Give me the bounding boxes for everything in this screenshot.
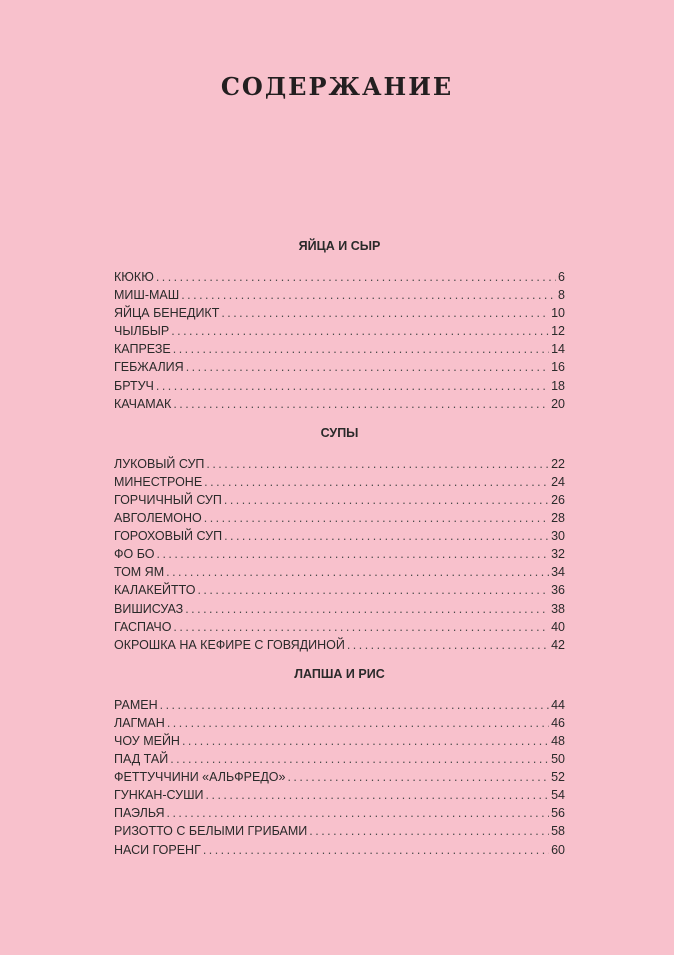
dot-leader <box>173 395 549 413</box>
entry-page-number: 26 <box>551 492 565 507</box>
entry-title: ПАЭЛЬЯ <box>114 806 165 821</box>
dot-leader <box>203 841 549 859</box>
entry-title: МИШ-МАШ <box>114 288 180 303</box>
dot-leader <box>197 581 549 599</box>
entry-title: КАЧАМАК <box>114 396 172 411</box>
entry-page-number: 50 <box>551 752 565 767</box>
entry-title: ФО БО <box>114 547 155 562</box>
entry-page-number: 28 <box>551 511 565 526</box>
page-title: СОДЕРЖАНИЕ <box>220 72 454 101</box>
entry-page-number: 60 <box>551 842 565 857</box>
dot-leader <box>347 636 549 654</box>
toc-entry <box>114 714 565 732</box>
entry-title: БРТУЧ <box>114 378 154 393</box>
dot-leader <box>173 618 549 636</box>
toc-entry <box>114 750 565 768</box>
toc-entry <box>114 527 565 545</box>
entry-page-number: 24 <box>551 474 565 489</box>
toc-entry <box>114 455 565 473</box>
toc-entry <box>114 600 565 618</box>
entry-page-number: 58 <box>551 824 565 839</box>
entry-title: КЮКЮ <box>114 270 154 284</box>
entry-title: ТОМ ЯМ <box>114 565 165 580</box>
dot-leader <box>157 545 550 563</box>
entry-title: ОКРОШКА НА КЕФИРЕ С ГОВЯДИНОЙ <box>114 637 345 652</box>
entry-page-number: 36 <box>551 583 565 598</box>
entry-title: ВИШИСУАЗ <box>114 601 184 616</box>
entry-title: ЧОУ МЕЙН <box>114 733 180 748</box>
entry-page-number: 14 <box>551 342 565 357</box>
toc-entry <box>114 322 565 340</box>
entry-page-number: 32 <box>551 547 565 562</box>
dot-leader <box>167 804 550 822</box>
toc-section <box>114 236 565 413</box>
dot-leader <box>156 377 549 395</box>
dot-leader <box>224 491 549 509</box>
entry-page-number: 44 <box>551 697 565 712</box>
entry-page-number: 54 <box>551 788 565 803</box>
toc-entry <box>114 473 565 491</box>
entry-title: НАСИ ГОРЕНГ <box>114 842 201 857</box>
entry-page-number: 6 <box>558 270 565 284</box>
dot-leader <box>287 768 549 786</box>
toc-section <box>114 664 565 859</box>
toc-entry <box>114 636 565 654</box>
dot-leader <box>167 714 549 732</box>
entry-title: ФЕТТУЧЧИНИ «АЛЬФРЕДО» <box>114 770 286 785</box>
dot-leader <box>186 358 549 376</box>
toc-entry <box>114 545 565 563</box>
dot-leader <box>309 822 549 840</box>
section-heading: ЯЙЦА И СЫР <box>298 239 381 253</box>
toc-entry <box>114 340 565 358</box>
toc-section <box>114 423 565 654</box>
entry-title: ЧЫЛБЫР <box>114 324 170 339</box>
entry-page-number: 22 <box>551 456 565 471</box>
toc-entry <box>114 509 565 527</box>
toc-entry <box>114 563 565 581</box>
toc-entry <box>114 732 565 750</box>
dot-leader <box>224 527 549 545</box>
entry-title: РАМЕН <box>114 697 158 712</box>
entry-page-number: 48 <box>551 733 565 748</box>
dot-leader <box>156 268 556 286</box>
entry-title: МИНЕСТРОНЕ <box>114 474 203 489</box>
entry-title: ПАД ТАЙ <box>114 752 169 767</box>
entry-title: ЛАГМАН <box>114 715 165 730</box>
entry-page-number: 10 <box>551 306 565 321</box>
entry-page-number: 46 <box>551 715 565 730</box>
entry-page-number: 8 <box>558 288 565 303</box>
toc-entry <box>114 804 565 822</box>
entry-title: ГЕБЖАЛИЯ <box>114 360 184 375</box>
entry-title: АВГОЛЕМОНО <box>114 511 202 526</box>
dot-leader <box>181 286 556 304</box>
entry-title: ГАСПАЧО <box>114 619 172 634</box>
dot-leader <box>206 455 549 473</box>
dot-leader <box>221 304 549 322</box>
toc-entry <box>114 304 565 322</box>
entry-page-number: 38 <box>551 601 565 616</box>
entry-title: РИЗОТТО С БЕЛЫМИ ГРИБАМИ <box>114 824 308 839</box>
toc-entry <box>114 377 565 395</box>
entry-page-number: 56 <box>551 806 565 821</box>
section-heading: ЛАПША И РИС <box>294 666 385 681</box>
dot-leader <box>206 786 550 804</box>
entry-page-number: 16 <box>551 360 565 375</box>
entry-page-number: 42 <box>551 637 565 652</box>
dot-leader <box>185 600 549 618</box>
toc-entry <box>114 358 565 376</box>
entry-page-number: 30 <box>551 529 565 544</box>
dot-leader <box>204 509 549 527</box>
entry-page-number: 20 <box>551 396 565 411</box>
toc-entry <box>114 768 565 786</box>
dot-leader <box>170 750 549 768</box>
entry-title: ГУНКАН-СУШИ <box>114 788 204 803</box>
entry-title: ЯЙЦА БЕНЕДИКТ <box>114 306 220 321</box>
toc-entry <box>114 618 565 636</box>
entry-page-number: 18 <box>551 378 565 393</box>
entry-page-number: 12 <box>551 324 565 339</box>
section-heading: СУПЫ <box>320 425 359 440</box>
dot-leader <box>204 473 549 491</box>
dot-leader <box>160 696 549 714</box>
toc-entry <box>114 268 565 286</box>
entry-page-number: 40 <box>551 619 565 634</box>
toc-entry <box>114 786 565 804</box>
dot-leader <box>171 322 549 340</box>
entry-title: КАЛАКЕЙТТО <box>114 583 196 598</box>
toc-entry <box>114 581 565 599</box>
dot-leader <box>173 340 549 358</box>
toc-entry <box>114 841 565 859</box>
dot-leader <box>182 732 549 750</box>
toc-entry <box>114 822 565 840</box>
toc-entry <box>114 696 565 714</box>
entry-title: ГОРОХОВЫЙ СУП <box>114 529 223 544</box>
toc-entry <box>114 395 565 413</box>
entry-page-number: 34 <box>551 565 565 580</box>
entry-title: ЛУКОВЫЙ СУП <box>114 456 205 471</box>
entry-title: ГОРЧИЧНЫЙ СУП <box>114 492 222 507</box>
dot-leader <box>166 563 549 581</box>
toc-entry <box>114 491 565 509</box>
entry-page-number: 52 <box>551 770 565 785</box>
table-of-contents <box>114 236 565 869</box>
toc-entry <box>114 286 565 304</box>
entry-title: КАПРЕЗЕ <box>114 342 171 357</box>
